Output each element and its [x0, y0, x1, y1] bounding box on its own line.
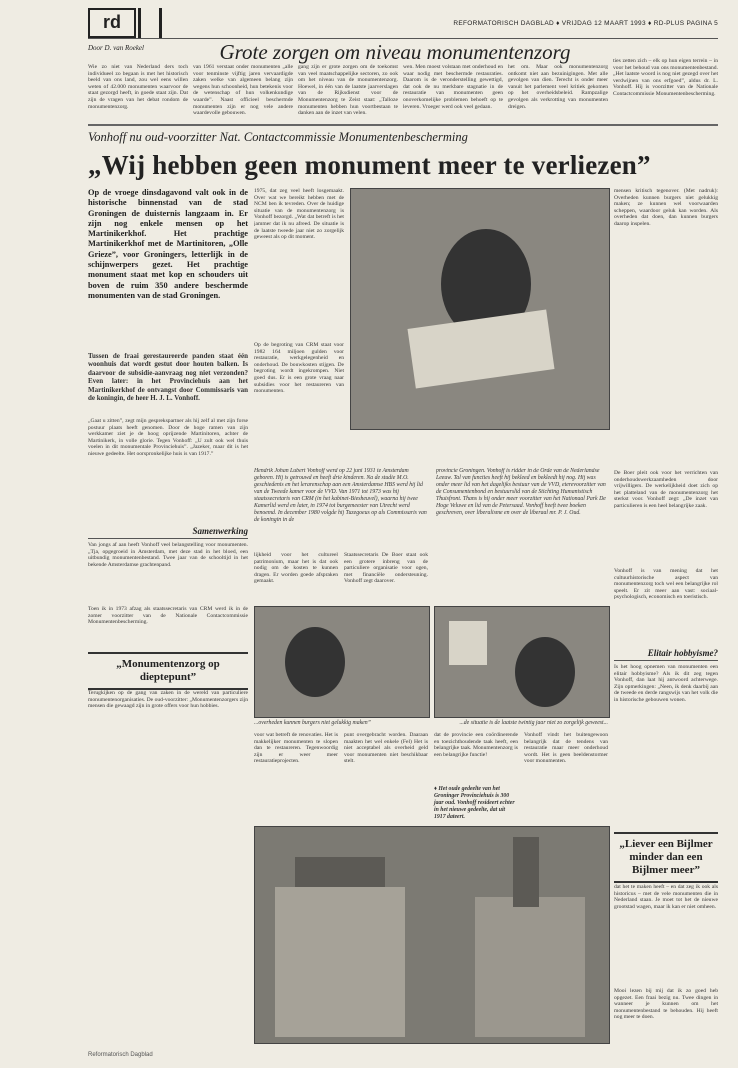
building-photo-caption: ♦ Het oude gedeelte van het Groninger Provinciehuis is 300 jaar oud. Vonhoff resideert echter in het nieuwe gedeelte, dat uit 1917 dateert. [434, 786, 515, 820]
section-divider [88, 124, 718, 126]
top-article-column: Wie zo niet van Nederland ders toch individueel zo begaan is met het historisch beeld van ons land, zou wel eens willen weten of 42.000 monumenten waarvoor de staat gezorgd heeft, in goede staat zijn. Dat zijn de vragen van het debat rondom de monumentenzorg. [88, 64, 188, 110]
main-article-column: Van jongs af aan heeft Vonhoff veel belangstelling voor monumenten. „Tja, opgegroeid in Amsterdam, met deze stad in het bloed, een uitbundig monumentenbestand. Twee jaar van de schooltijd in het bekende Amsterdamse grachtenpand. [88, 542, 248, 568]
main-article-column: Op de begroting van CRM staat voor 1982 164 miljoen gulden voor restauratie, werkgelegenheid en onderhoud. De bouwkosten stijgen. De begroting wordt ingekrompen. Niet goed dus. Er is een grote vraag naar subsidies voor het restaureren van monumenten. [254, 342, 344, 395]
section-heading-samenwerking: Samenwerking [88, 526, 248, 539]
right-column: mensen kritisch tegenover. (Met nadruk): Overheden kunnen burgers niet gelukkig maken; ze kunnen wel voorwaarden scheppen, waardoor geluk kan worden. Als overheden dat doen, dan kunnen burgers daarop inspelen. [614, 188, 718, 227]
main-article-column: Toen ik in 1973 afzag als staatssecretaris van CRM werd ik in de zomer voorzitter van de Nationale Contactcommissie Monumentenbescherming. [88, 606, 248, 626]
source-credit: Reformatorisch Dagblad [88, 1052, 153, 1058]
top-article-column: ties zetten zich – elk op hun eigen terrein – in voor het behoud van ons monumentenbestand. „Het laatste woord is nog niet gezegd over het verdwijnen van ons erfgoed”, aldus dr. L. Vonhoff. Hij is voorzitter van de Nationale Contactcommissie Monumentenbescherming. [613, 58, 718, 97]
main-article-column: Staatssecretaris De Boer staat ook een grotere inbreng van de particuliere organisatie voor ogen, met financiële ondersteuning. Vonhoff zegt daarover. [344, 552, 428, 585]
top-article-column: van 1961 verstaat onder monumenten „alle voor tenminste vijftig jaren vervaardigde zaken welke van algemeen belang zijn wegens hun schoonheid, hun betekenis voor de wetenschap of hun volkenkundige waarde”. Naast officieel beschermde monumenten zijn er nog vele andere waardevolle gebouwen. [193, 64, 293, 117]
vonhoff-portrait-photo [434, 606, 610, 718]
provinciehuis-building-photo [254, 826, 610, 1044]
framed-picture-shape [449, 621, 487, 665]
right-column: dat het te maken heeft – en dat zeg ik ook als historicus – met de vele monumenten die in Nederland staan. Je moet tot het de nieuwe grootstad wagen, maar ik kan er niet omheen. [614, 884, 718, 910]
top-article-headline: Grote zorgen om niveau monumentenzorg [219, 40, 571, 64]
main-article-column: 1975, dat zeg veel heeft losgemaakt. Over wat we bereikt hebben met de NCM ben ik tevreden. Over de huidige situatie van de monumentenzorg is Vonhoff bezorgd. „Wat dat betreft is het jammer dat ik nu afreed. De situatie is de laatste tweede jaar niet zo zorgelijk geweest als op dit moment. [254, 188, 344, 241]
roof-shape [295, 857, 385, 887]
portrait-figure [515, 637, 575, 707]
photo-caption: Hendrik Johan Lubert Vonhoff werd op 22 juni 1931 te Amsterdam geboren. Hij is getrouwd en heeft drie kinderen. Na de studie M.O. geschiedenis en het lerarenschap aan een Amsterdamse HBS werd hij lid van de Tweede kamer voor de VVD. Van 1971 tot 1973 was hij staatssecretaris van CRM (in het kabinet-Biesheuvel), waarna hij twee Kamerlid werd en later, in 1974 tot burgemeester van Utrecht werd benoemd. In december 1980 volgde hij Tuzegoeus op als Commissaris van de koningin in de [254, 468, 427, 523]
small-photo-caption: ...overheden kunnen burgers niet gelukkig maken” [254, 720, 371, 726]
tower-shape [513, 837, 539, 907]
main-article-column: Terugkijken op de gang van zaken in de wereld van particuliere monumentenorganisaties. De oud-voorzitter: „Monumentenzorgers zijn mensen die gewaagd zijn in grote offers voor hun hobbies. [88, 690, 248, 710]
vonhoff-desk-photo [254, 606, 430, 718]
main-article-column: „Gaat u zitten”, zegt mijn gesprekspartner als hij zelf al met zijn forse postuur plaats heeft genomen. Door de hoge ramen van zijn werkkamer ziet je de hoog oprijzende Martinitoren, achter de Martinikerk, in volle glorie. Tegen Vonhoff: „U zult ook wel thuis voelen in dit monumentale Provinciehuis”. „Jazeker, maar dit is het nieuwe gedeelte. Het oorspronkelijke huis is van 1917.” [88, 418, 248, 457]
logo-bars-icon [138, 8, 162, 38]
publication-info: REFORMATORISCH DAGBLAD ♦ VRIJDAG 12 MAART 1993 ♦ RD-PLUS PAGINA 5 [453, 20, 718, 27]
right-column: Is het hoog opnemen van monumenten een elitair hobbyisme? Als ik dit zeg tegen Vonhoff, dan laat hij antwoord achterwege. Zijn opmerkingen: „Neen, ik denk daarbij aan de tweede en derde rangswijs van het volk die in historische gebouwen wonen. [614, 664, 718, 703]
vonhoff-reading-photo [350, 188, 610, 430]
top-article-column: het om. Maar ook monumentenzorg ontkomt niet aan bezuinigingen. Met alle gevolgen van dien. Terecht is onder meer vanuit het parlement veel kritiek gekomen op het overheidsbeleid. Rampzalige gevolgen als verkrotting van monumenten dreigen. [508, 64, 608, 110]
right-column: Vonhoff is van mening dat het cultuurhistorische aspect van monumentenzorg toch wel een belangrijke rol speelt. Er zit meer aan vast: sociaal-psychologisch, economisch en toeristisch. [614, 568, 718, 601]
main-article-column: voor wat betreft de renovaties. Het is makkelijker monumenten te slopen dan te restaureren. Tegenwoordig zijn er weer meer restauratieprojecten. [254, 732, 338, 765]
section-heading-bijlmer: „Liever een Bijlmer minder dan een Bijlmer meer” [614, 832, 718, 883]
main-article-kicker: Vonhoff nu oud-voorzitter Nat. Contactcommissie Monumentenbescherming [88, 130, 468, 144]
small-photo-caption: ...de situatie is de laatste twintig jaar niet zo zorgelijk geweest... [459, 720, 608, 726]
photo-caption-continued: provincie Groningen. Vonhoff is ridder in de Orde van de Nederlandse Leeuw. Tal van functies heeft hij bekleed en bekleedt hij nog. Hij was onder meer lid van het dagelijks bestuur van de VVD, eterevoorzitter van de Consumentenbond en bestuurslid van de Stichting Humanistisch Thuisfront. Thans is hij onder meer voorzitter van het Nationaal Park De Hoge Veluwe en lid van de Petersaad. Vonhoff heeft twee boeken geschreven, over liberalisme en over de liberaal mr. P. J. Oud. [436, 468, 606, 516]
main-article-column: Vonhoff vindt het buitengewoon belangrijk dat de tendens van restauratie maar meer onderhoud wordt. Het is geen beeldenstormer voor monumenten. [524, 732, 608, 765]
main-article-column: lijkheid voor het cultureel patrimonium, maar het is dat ook nodig om de kosten te kunnen dragen. Er worden goede afspraken gemaakt. [254, 552, 338, 585]
section-heading-dieptepunt: „Monumentenzorg op dieptepunt” [88, 652, 248, 690]
main-article-lead-continued: Tussen de fraai gerestaureerde panden staat één woonhuis dat wordt gestut door houten balken. Is daarvoor de subsidie-aanvraag nog niet verzonden? Even later: in het Provinciehuis aan het Martinikerkhof de ontvangst door Commissaris van de koningin, de heer H. J. L. Vonhoff. [88, 352, 248, 403]
building-facade-shape [275, 887, 405, 1037]
main-article-headline: „Wij hebben geen monument meer te verliezen” [88, 150, 651, 180]
top-article-column: wen. Men moest volstaan met onderhoud en waar nodig met beschermde restauraties. Daarom is de veronderstelling gewettigd, dat ook de nu merkbare stagnatie in de restauratie van monumenten geen onoverkomelijke problemen behoeft op te leveren. Vroeger werd ook veel gedaan. [403, 64, 503, 110]
main-article-column: dat de provincie een coördinerende en toezichthoudende taak heeft, een belangrijke taak. Monumentenzorg is een belangrijke functie! [434, 732, 518, 758]
right-column: Mooi lezen bij mij dat ik zo goed heb opgezet. Een fraai bezig nu. Twee dingen in wanneer je kunnen om het monumentenbestand te behouden. Hij heeft nog meer te doen. [614, 988, 718, 1021]
top-article-column: gang zijn er grote zorgen om de toekomst van veel maatschappelijke sectoren, zo ook om het niveau van de monumentenzorg. Hoewel, in één van de laatste jaarverslagen van de Rijksdienst voor de Monumentenzorg te Zeist staat: „Talloze monumenten hebben hun voortbestaan te danken aan de inzet van velen. [298, 64, 398, 117]
newspaper-logo: rd [88, 8, 136, 38]
portrait-figure [285, 627, 345, 697]
masthead [88, 8, 718, 39]
right-column: De Boer pleit ook voor het verrichten van onderhoudswerkzaamheden door vrijwilligers. De werkelijkheid doet zich op het platteland van de monumentenzorg het sterkst voor. Vonhoff zegt: „De inzet van particulieren is een heel belangrijke zaak. [614, 470, 718, 509]
main-article-column: punt overgebracht worden. Daaraan maakten het wel enkele (Fel) Het is niet acceptabel als overheid geld voor monumenten niet beschikbaar stelt. [344, 732, 428, 765]
document-shape [408, 310, 555, 389]
section-heading-elitair: Elitair hobbyisme? [614, 648, 718, 661]
main-article-lead: Op de vroege dinsdagavond valt ook in de historische binnenstad van de stad Groningen de duisternis langzaam in. Er zijn nog enkele mensen op het Martinikerkhof. Het prachtige Martinikerkhof met de Martinitoren, „Olle Grieze”, voor Groningers, letterlijk in de schijnwerpers gezet. Het prachtige monument staat met kop en schouders uit boven de ruim 350 andere beschermde monumenten van de stad Groningen. [88, 188, 248, 300]
top-article-byline: Door D. van Roekel [88, 44, 144, 52]
building-facade-shape [475, 897, 585, 1037]
